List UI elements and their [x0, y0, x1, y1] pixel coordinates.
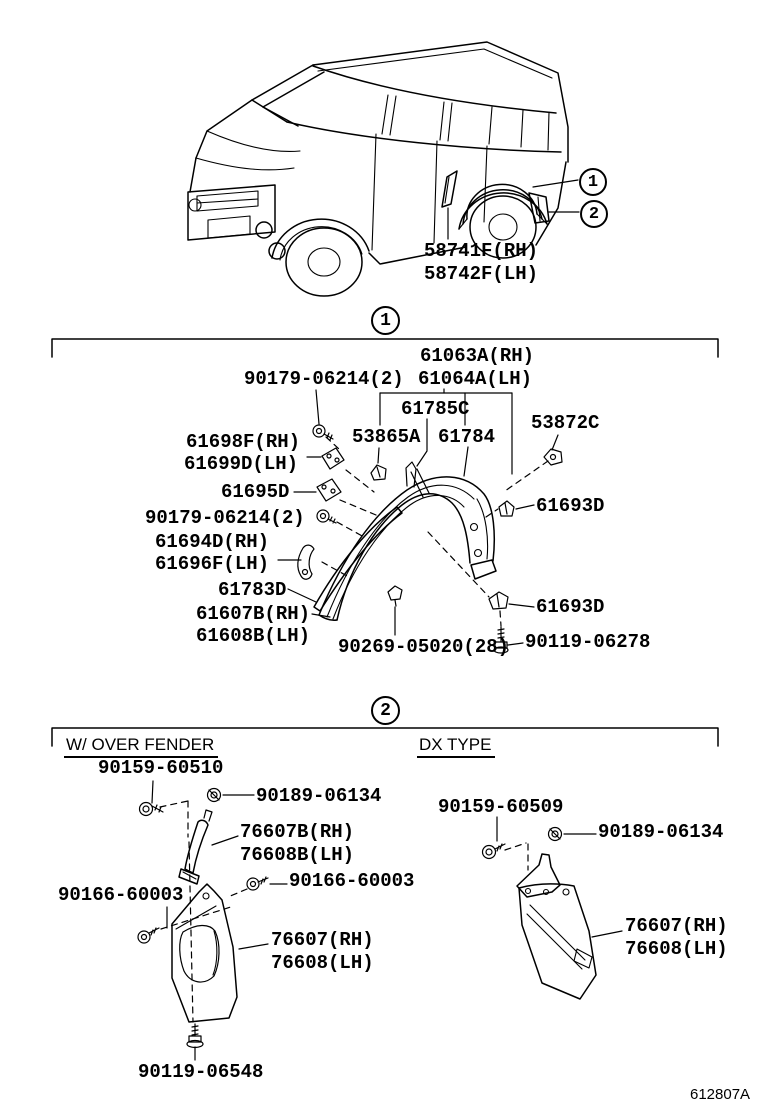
part-label-61695d: 61695D — [221, 481, 290, 503]
part-label-53872c: 53872C — [531, 412, 600, 434]
part-label-61607b: 61607B(RH) — [196, 603, 311, 625]
part-label-90159-60510: 90159-60510 — [98, 757, 224, 779]
bracket-61698f-icon — [322, 448, 344, 469]
screw-90179-mid-icon — [317, 510, 336, 523]
part-label-76607-right: 76607(RH) — [625, 915, 728, 937]
heading-w-over-fender: W/ OVER FENDER — [64, 735, 218, 758]
section1-dashed-lines — [322, 437, 548, 626]
bolt-90119-06548-icon — [187, 1024, 203, 1048]
part-label-61696f: 61696F(LH) — [155, 553, 270, 575]
screw-90179-top-icon — [313, 425, 333, 440]
callout-2-vehicle: 2 — [580, 200, 608, 228]
bracket-61695d-icon — [317, 479, 341, 501]
part-label-90269-05020: 90269-05020(28) — [338, 636, 510, 658]
part-label-61783d: 61783D — [218, 579, 287, 601]
clip-61693d-lower-icon — [489, 592, 508, 609]
part-label-90189-06134-left: 90189-06134 — [256, 785, 382, 807]
mudflap-76607-right-drawing — [517, 854, 596, 999]
clip-90189-06134-right-icon — [549, 828, 562, 841]
mudguard-trim-on-vehicle — [442, 171, 457, 239]
part-label-76608-right: 76608(LH) — [625, 938, 728, 960]
part-label-90166-60003-mid: 90166-60003 — [289, 870, 415, 892]
part-label-90179-06214-top: 90179-06214(2) — [244, 368, 404, 390]
bracket-76607b-icon — [179, 810, 212, 884]
part-label-61785c: 61785C — [401, 398, 470, 420]
part-label-61063a: 61063A(RH) — [420, 345, 535, 367]
part-label-61693d-lower: 61693D — [536, 596, 605, 618]
part-label-61064a: 61064A(LH) — [418, 368, 533, 390]
screw-90159-60509-icon — [483, 844, 506, 859]
part-label-90159-60509: 90159-60509 — [438, 796, 564, 818]
part-label-90166-60003-left: 90166-60003 — [58, 884, 184, 906]
part-label-61694d: 61694D(RH) — [155, 531, 270, 553]
part-label-61698f: 61698F(RH) — [186, 431, 301, 453]
part-label-90179-06214-mid: 90179-06214(2) — [145, 507, 305, 529]
clip-53865a-icon — [371, 465, 386, 480]
section2-right-dashed-lines — [505, 843, 528, 870]
part-label-76607-left: 76607(RH) — [271, 929, 374, 951]
part-label-90189-06134-right: 90189-06134 — [598, 821, 724, 843]
dx-mudflap-drawing — [483, 817, 623, 999]
heading-dx-type: DX TYPE — [417, 735, 495, 758]
drawing-code: 612807A — [690, 1086, 751, 1103]
clip-61693d-upper-icon — [499, 501, 514, 516]
screw-90166-mid-icon — [247, 877, 268, 890]
clip-90269-icon — [388, 586, 402, 606]
part-label-76608b: 76608B(LH) — [240, 844, 355, 866]
part-label-90119-06548: 90119-06548 — [138, 1061, 264, 1083]
part-label-61699d: 61699D(LH) — [184, 453, 299, 475]
mudflap-on-vehicle — [529, 193, 549, 223]
part-label-76607b: 76607B(RH) — [240, 821, 355, 843]
part-label-53865a: 53865A — [352, 426, 421, 448]
part-label-58741f: 58741F(RH) — [424, 240, 539, 262]
screw-90159-60510-icon — [140, 803, 164, 816]
part-label-61693d-upper: 61693D — [536, 495, 605, 517]
section1-number: 1 — [371, 306, 400, 335]
callout-1-vehicle: 1 — [579, 168, 607, 196]
part-label-90119-06278: 90119-06278 — [525, 631, 651, 653]
part-label-61784: 61784 — [438, 426, 496, 448]
bracket-61694d-icon — [298, 545, 314, 579]
screw-90166-left-icon — [138, 928, 159, 943]
section1-bracket — [52, 339, 718, 357]
section2-number: 2 — [371, 696, 400, 725]
clip-90189-06134-left-icon — [208, 789, 221, 802]
part-label-58742f: 58742F(LH) — [424, 263, 539, 285]
part-label-61608b: 61608B(LH) — [196, 625, 311, 647]
part-label-76608-left: 76608(LH) — [271, 952, 374, 974]
